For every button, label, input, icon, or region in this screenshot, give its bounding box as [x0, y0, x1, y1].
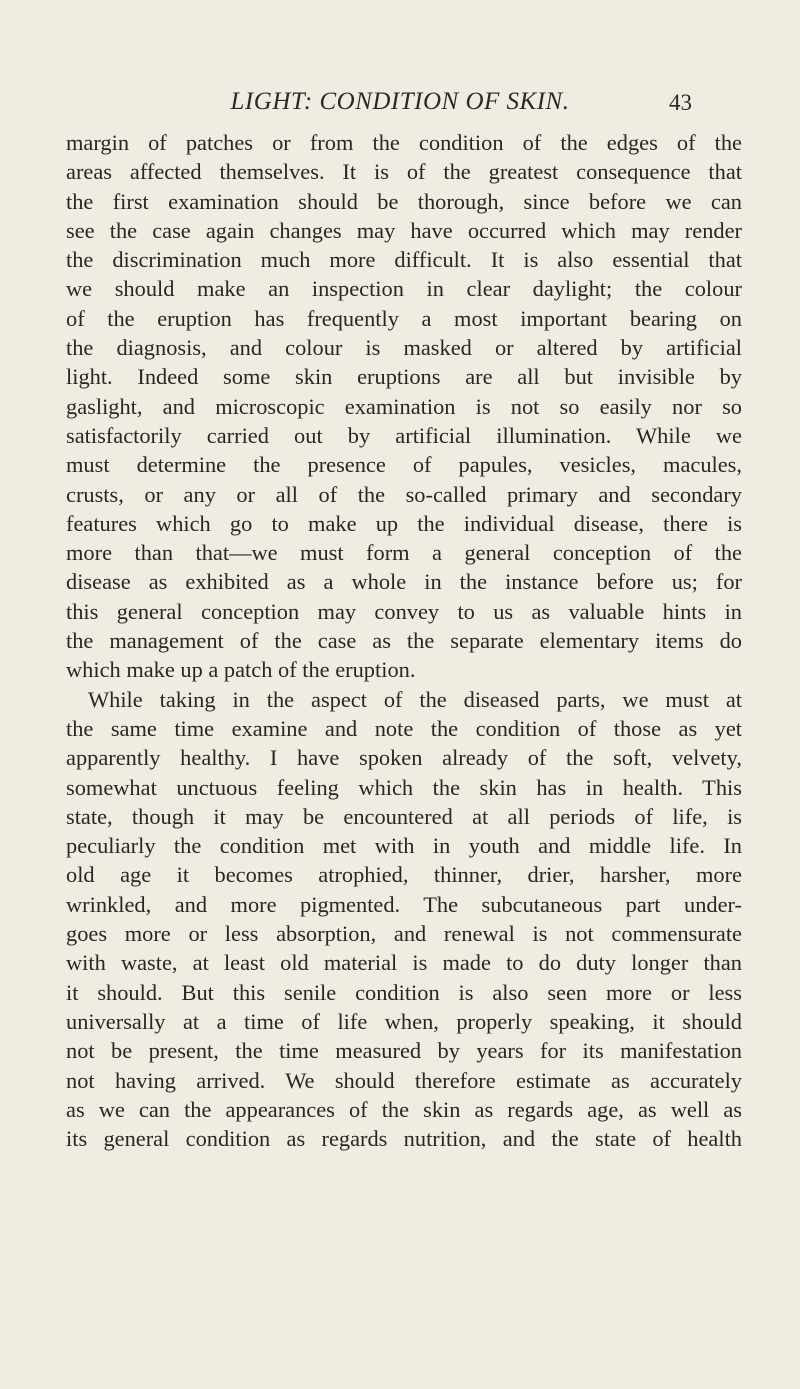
text-line: old age it becomes atrophied, thinner, drier, harsher, more	[66, 862, 742, 888]
text-line: as we can the appearances of the skin as regards age, as well as	[66, 1096, 742, 1122]
text-line: must determine the presence of papules, vesicles, macules,	[66, 452, 742, 478]
text-line: more than that—we must form a general conception of the	[66, 540, 742, 566]
text-line: the same time examine and note the condition of those as yet	[66, 715, 742, 741]
text-line: it should. But this senile condition is also seen more or less	[66, 979, 742, 1005]
text-line: with waste, at least old material is made to do duty longer than	[66, 950, 742, 976]
text-line: not having arrived. We should therefore estimate as accurately	[66, 1067, 742, 1093]
text-line: satisfactorily carried out by artificial illumination. While we	[66, 422, 742, 448]
text-line: light. Indeed some skin eruptions are all but invisible by	[66, 364, 742, 390]
running-header	[0, 88, 800, 128]
text-line: of the eruption has frequently a most important bearing on	[66, 305, 742, 331]
text-line: state, though it may be encountered at all periods of life, is	[66, 803, 742, 829]
chapter-title: LIGHT: CONDITION OF SKIN.	[230, 88, 570, 115]
text-line: the first examination should be thorough, since before we can	[66, 188, 742, 214]
text-line: somewhat unctuous feeling which the skin has in health. This	[66, 774, 742, 800]
text-line: wrinkled, and more pigmented. The subcutaneous part under-	[66, 891, 742, 917]
text-line: While taking in the aspect of the diseased parts, we must at	[88, 686, 742, 712]
text-line: features which go to make up the individual disease, there is	[66, 510, 742, 536]
text-line: disease as exhibited as a whole in the instance before us; for	[66, 569, 742, 595]
text-line: the management of the case as the separate elementary items do	[66, 628, 742, 654]
text-line: which make up a patch of the eruption.	[66, 657, 416, 683]
text-line: areas affected themselves. It is of the greatest consequence that	[66, 159, 742, 185]
text-line: we should make an inspection in clear daylight; the colour	[66, 276, 742, 302]
text-line: goes more or less absorption, and renewal is not commensurate	[66, 921, 742, 947]
body-text	[66, 128, 742, 1153]
text-line: see the case again changes may have occurred which may render	[66, 217, 742, 243]
text-line: not be present, the time measured by years for its manifestation	[66, 1038, 742, 1064]
text-line: crusts, or any or all of the so-called primary and secondary	[66, 481, 742, 507]
text-line: apparently healthy. I have spoken already of the soft, velvety,	[66, 745, 742, 771]
text-line: the discrimination much more difficult. It is also essential that	[66, 247, 742, 273]
text-line: peculiarly the condition met with in youth and middle life. In	[66, 833, 742, 859]
text-line: margin of patches or from the condition of the edges of the	[66, 130, 742, 155]
text-line: gaslight, and microscopic examination is not so easily nor so	[66, 393, 742, 419]
text-line: the diagnosis, and colour is masked or altered by artificial	[66, 335, 742, 361]
page-number: 43	[669, 90, 692, 115]
text-line: its general condition as regards nutrition, and the state of health	[66, 1126, 742, 1152]
text-line: universally at a time of life when, properly speaking, it should	[66, 1008, 742, 1034]
text-line: this general conception may convey to us as valuable hints in	[66, 598, 742, 624]
